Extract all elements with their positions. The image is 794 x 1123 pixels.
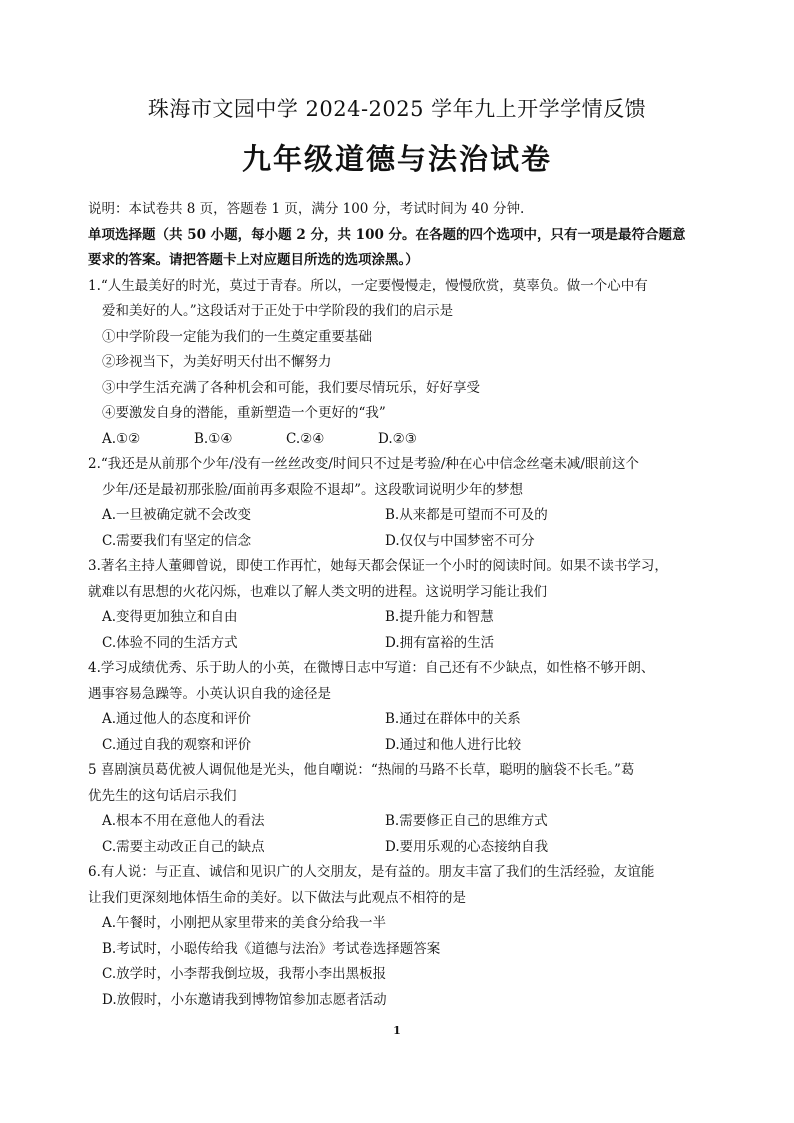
question-statement: ④要激发自身的潜能，重新塑造一个更好的“我”	[102, 405, 386, 421]
option-b: B.考试时，小聪传给我《道德与法治》考试卷选择题答案	[102, 940, 441, 957]
question-1	[88, 274, 718, 453]
question-stem: 就难以有思想的火花闪烁，也难以了解人类文明的进程。这说明学习能让我们	[88, 583, 547, 600]
option-d: D.放假时，小东邀请我到博物馆参加志愿者活动	[102, 991, 387, 1008]
question-statement: ③中学生活充满了各种机会和可能，我们要尽情玩乐，好好享受	[102, 379, 480, 396]
option-c: C.需要主动改正自己的缺点	[102, 838, 265, 855]
option-c: C.需要我们有坚定的信念	[102, 532, 252, 549]
question-stem: 1.“人生最美好的时光，莫过于青春。所以，一定要慢慢走，慢慢欣赏，莫辜负。做一个心中有	[88, 277, 648, 294]
page-number: 1	[393, 1024, 401, 1037]
answer-options	[88, 733, 718, 759]
question-stem: 让我们更深刻地体悟生命的美好。以下做法与此观点不相符的是	[88, 889, 466, 906]
question-stem: 5 喜剧演员葛优被人调侃他是光头，他自嘲说：“热闹的马路不长草，聪明的脑袋不长毛。”葛	[88, 762, 635, 778]
option-a: A.①②	[102, 430, 141, 447]
option-d: D.②③	[378, 430, 417, 447]
question-6	[88, 860, 718, 1013]
option-c: C.②④	[286, 430, 325, 447]
question-stem: 3.著名主持人董卿曾说，即使工作再忙，她每天都会保证一个小时的阅读时间。如果不读书学习，	[88, 558, 668, 574]
option-c: C.体验不同的生活方式	[102, 634, 238, 651]
question-5	[88, 758, 718, 860]
option-d: D.要用乐观的心态接纳自我	[385, 838, 549, 855]
answer-options	[88, 835, 718, 861]
option-b: B.提升能力和智慧	[385, 609, 494, 625]
question-statement: ①中学阶段一定能为我们的一生奠定重要基础	[102, 328, 372, 345]
option-d: D.通过和他人进行比较	[385, 736, 522, 753]
question-stem: 遇事容易急躁等。小英认识自我的途径是	[88, 685, 331, 702]
option-a: A.通过他人的态度和评价	[102, 711, 252, 727]
exam-subject-title: 九年级道德与法治试卷	[241, 142, 552, 176]
question-stem: 4.学习成绩优秀、乐于助人的小英，在微博日志中写道：自己还有不少缺点，如性格不够开朗、	[88, 660, 655, 676]
option-b: B.通过在群体中的关系	[385, 711, 521, 727]
answer-options	[88, 529, 718, 555]
answer-options	[88, 605, 718, 631]
answer-options	[88, 631, 718, 657]
instruction-note: 说明：本试卷共 8 页，答题卷 1 页，满分 100 分，考试时间为 40 分钟.	[88, 201, 525, 217]
option-b: B.①④	[194, 430, 233, 447]
question-2	[88, 452, 718, 554]
option-b: B.从来都是可望而不可及的	[385, 507, 548, 523]
question-stem: 优先生的这句话启示我们	[88, 787, 237, 804]
exam-content	[88, 197, 718, 1013]
option-c: C.通过自我的观察和评价	[102, 736, 252, 753]
option-a: A.根本不用在意他人的看法	[102, 813, 265, 829]
section-instruction-line1: 单项选择题（共 50 小题，每小题 2 分，共 100 分。在各题的四个选项中，只有一项是最符合题意	[88, 226, 686, 243]
option-a: A.午餐时，小刚把从家里带来的美食分给我一半	[102, 915, 387, 931]
option-c: C.放学时，小李帮我倒垃圾，我帮小李出黑板报	[102, 966, 387, 982]
section-instruction-line2: 要求的答案。请把答题卡上对应题目所选的选项涂黑。）	[88, 252, 419, 268]
question-stem: 6.有人说：与正直、诚信和见识广的人交朋友，是有益的。朋友丰富了我们的生活经验，友谊能	[88, 864, 655, 880]
answer-options	[88, 503, 718, 529]
option-d: D.拥有富裕的生活	[385, 634, 495, 651]
question-statement: ②珍视当下，为美好明天付出不懈努力	[102, 354, 332, 370]
option-b: B.需要修正自己的思维方式	[385, 813, 548, 829]
answer-options	[88, 809, 718, 835]
question-3	[88, 554, 718, 656]
option-d: D.仅仅与中国梦密不可分	[385, 532, 535, 549]
exam-header-title: 珠海市文园中学 2024-2025 学年九上开学学情反馈	[147, 97, 647, 121]
question-stem: 爱和美好的人。”这段话对于正处于中学阶段的我们的启示是	[102, 303, 454, 319]
answer-options	[88, 707, 718, 733]
option-a: A.变得更加独立和自由	[102, 609, 238, 625]
question-4	[88, 656, 718, 758]
option-a: A.一旦被确定就不会改变	[102, 507, 252, 523]
question-stem: 少年/还是最初那张脸/面前再多艰险不退却”。这段歌词说明少年的梦想	[102, 481, 523, 498]
question-stem: 2.“我还是从前那个少年/没有一丝丝改变/时间只不过是考验/种在心中信念丝毫未减/眼前这个	[88, 456, 639, 472]
answer-options	[88, 427, 718, 453]
